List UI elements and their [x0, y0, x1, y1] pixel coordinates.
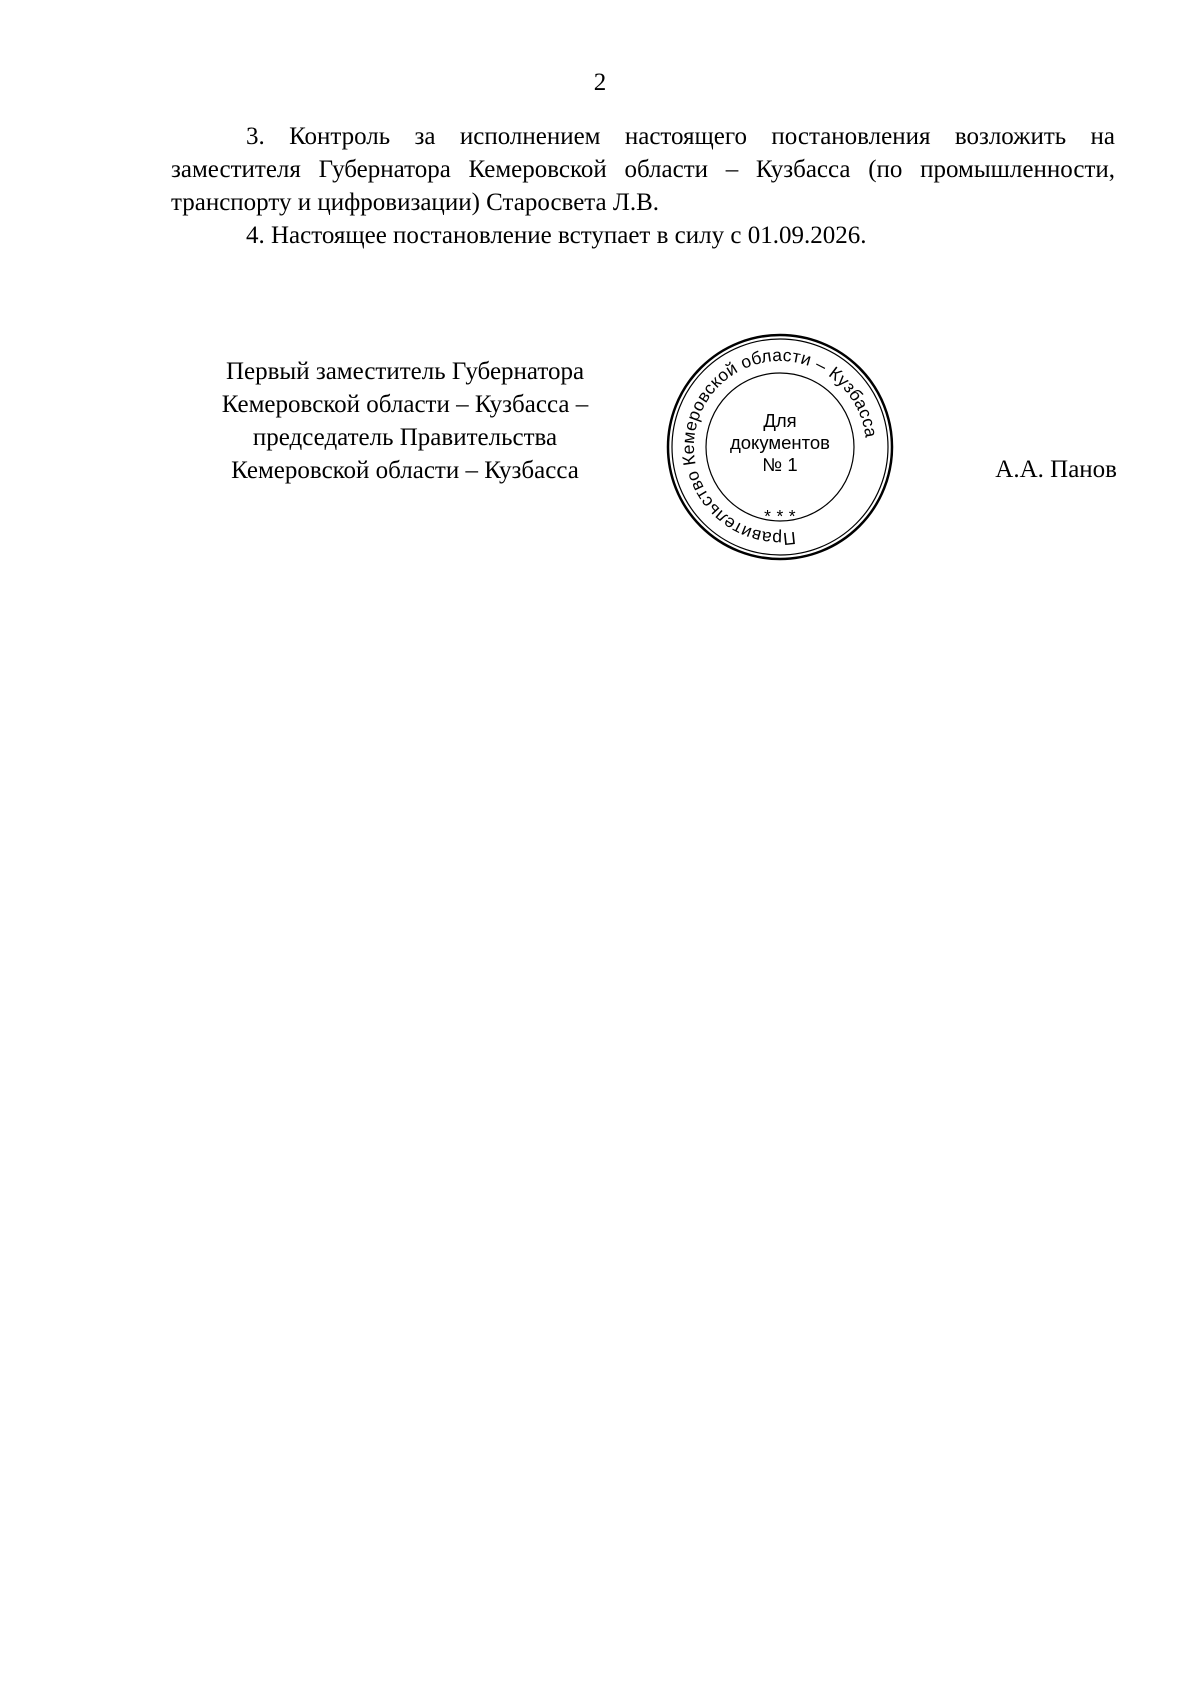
- seal-center-line: № 1: [762, 454, 798, 475]
- official-seal-stamp: [665, 332, 895, 562]
- document-body: [171, 120, 1115, 252]
- signatory-title-line: Первый заместитель Губернатора: [225, 358, 585, 385]
- signatory-title-line: Кемеровской области – Кузбасса –: [221, 391, 589, 418]
- page-number: 2: [593, 69, 607, 96]
- seal-graphic: [665, 332, 895, 562]
- signatory-title: [160, 355, 650, 487]
- seal-center-line: Для: [763, 410, 797, 431]
- paragraph-4: 4. Настоящее постановление вступает в силу с 01.09.2026.: [246, 222, 867, 249]
- paragraph-3: 3. Контроль за исполнением настоящего постановления возложить на заместителя Губернатора Кемеровской области – Кузбасса (по промышленности, транспорту и цифровизации) Старосвета Л.В.: [171, 123, 1115, 216]
- signatory-title-line: председатель Правительства: [252, 424, 558, 451]
- signatory-title-line: Кемеровской области – Кузбасса: [231, 457, 579, 484]
- seal-stars: * * *: [764, 506, 796, 526]
- signer-name: А.А. Панов: [995, 456, 1117, 483]
- seal-center-line: документов: [729, 432, 831, 453]
- seal-ring-text-path: Правительство Кемеровской области – Кузбасса: [677, 344, 882, 550]
